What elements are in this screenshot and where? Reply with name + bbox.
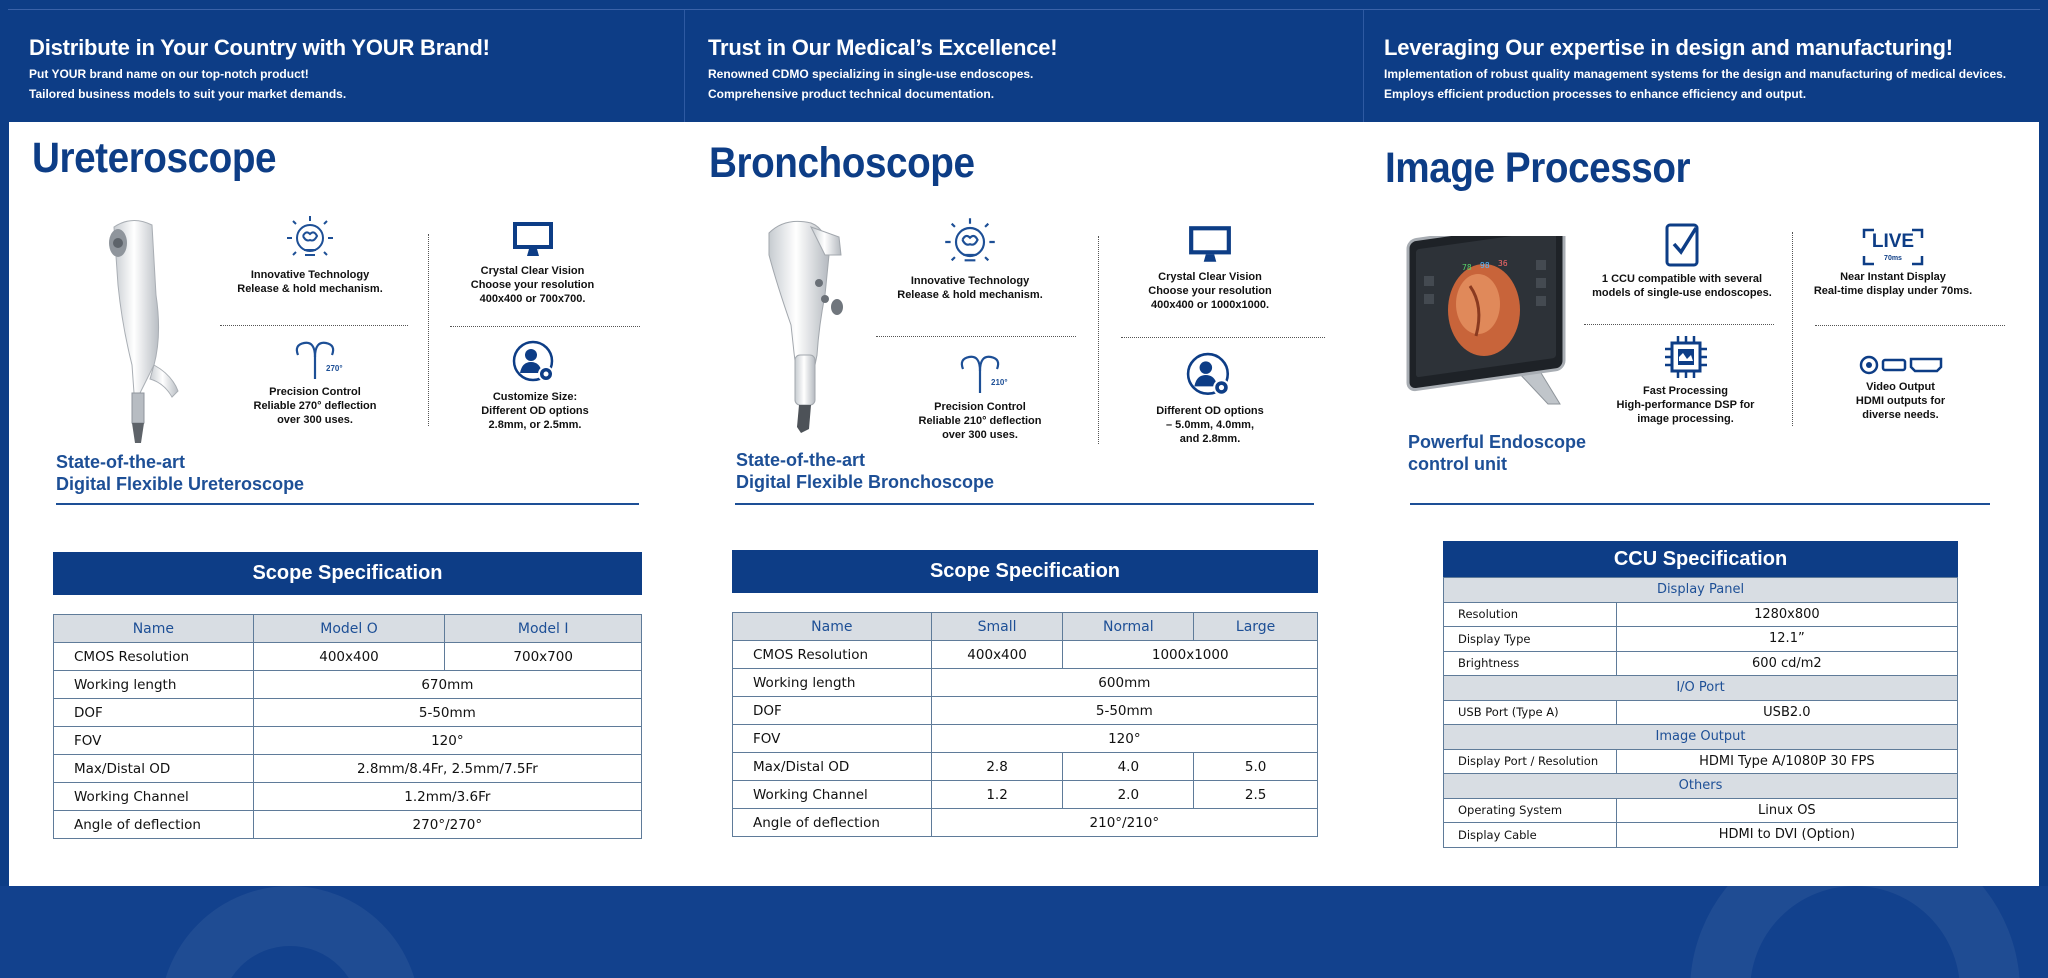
ureteroscope-spec-table [53,614,642,839]
banner-separator [684,10,685,122]
row-label: DOF [54,699,254,727]
table-row [54,811,642,839]
user-gear-icon [512,340,558,386]
decorative-arc [1690,886,2020,978]
feature-line: image processing. [1637,413,1734,425]
subtitle-line: Digital Flexible Ureteroscope [56,474,305,494]
table-cell: 210°/210° [931,809,1317,837]
row-label: FOV [54,727,254,755]
subtitle-line: Powerful Endoscope [1408,432,1587,452]
bottom-decorative-band [0,886,2048,978]
bronchoscope-spec-header: Scope Specification [732,550,1318,593]
table-row [733,781,1318,809]
table-row [54,699,642,727]
feature-line: 1 CCU compatible with several [1601,273,1763,285]
subtitle-line: control unit [1408,454,1507,474]
deflection-icon [951,350,1009,396]
feature-line: Reliable 210° deflection [918,415,1042,427]
screen-readout-1: 78 [1462,263,1472,272]
table-cell: HDMI to DVI (Option) [1616,823,1957,848]
ccu-spec-header: CCU Specification [1443,541,1958,577]
row-label: Resolution [1444,602,1617,627]
table-cell: 4.0 [1063,753,1194,781]
banner-col-brand [29,34,669,104]
table-row [54,643,642,671]
ureteroscope-spec-header: Scope Specification [53,552,642,595]
table-row [733,809,1318,837]
feature-line: over 300 uses. [942,429,1018,441]
row-label: Display Port / Resolution [1444,749,1617,774]
processor-chip-icon [1663,334,1709,380]
feature-line: models of single-use endoscopes. [1592,287,1772,299]
banner-col-trust [708,34,1348,104]
table-cell: 2.5 [1194,781,1318,809]
screen-readout-3: 36 [1498,259,1508,268]
column-header: Large [1194,613,1318,641]
row-label: DOF [733,697,932,725]
feature-line: Release & hold mechanism. [237,283,383,295]
table-cell: 600mm [931,669,1317,697]
feature-title: Crystal Clear Vision [1158,271,1262,283]
live-icon-sublabel: 70ms [1884,255,1902,262]
table-cell: 1.2mm/3.6Fr [253,783,641,811]
dotted-divider [876,336,1076,337]
image-processor-title: Image Processor [1385,144,1691,192]
live-icon-label: LIVE [1871,231,1915,252]
column-header: Model I [445,615,642,643]
table-header-row [733,613,1318,641]
user-gear-icon [1186,352,1234,400]
banner-title: Trust in Our Medical’s Excellence! [708,35,1058,60]
banner-line: Comprehensive product technical documentation. [708,87,995,101]
table-row [1444,798,1958,823]
table-cell: 670mm [253,671,641,699]
feature-line: 400x400 or 700x700. [479,293,586,305]
deflection-angle-label: 270° [326,364,343,373]
row-label: FOV [733,725,932,753]
subtitle-line: State-of-the-art [56,452,185,472]
ureteroscope-product-image [92,215,192,447]
table-row [1444,749,1958,774]
feature-od-options [1125,352,1295,446]
row-label: Working Channel [54,783,254,811]
feature-precision-control [225,337,405,427]
table-cell: USB2.0 [1616,700,1957,725]
table-row [733,641,1318,669]
brain-bulb-icon [942,214,998,270]
ccu-tablet-image [1398,236,1578,408]
row-label: Angle of deflection [733,809,932,837]
table-row [1444,700,1958,725]
table-cell: HDMI Type A/1080P 30 FPS [1616,749,1957,774]
hdmi-ports-icon [1859,354,1943,376]
row-label: Display Cable [1444,823,1617,848]
feature-line: Reliable 270° deflection [253,400,377,412]
table-row [733,725,1318,753]
table-group-row [1444,725,1958,750]
table-cell: 400x400 [931,641,1063,669]
bronchoscope-title: Bronchoscope [709,139,975,187]
table-cell: 400x400 [253,643,445,671]
column-header: Small [931,613,1063,641]
group-header: Image Output [1444,725,1958,750]
row-label: CMOS Resolution [54,643,254,671]
feature-innovative-technology [225,212,395,296]
checklist-icon [1664,222,1700,268]
table-row [1444,823,1958,848]
feature-line: HDMI outputs for [1855,395,1946,407]
feature-title: Customize Size: [492,391,578,403]
table-row [733,669,1318,697]
feature-precision-control [890,350,1070,442]
feature-title: Crystal Clear Vision [480,265,585,277]
decorative-arc [160,886,420,978]
row-label: Working Channel [733,781,932,809]
dotted-divider [1815,325,2005,326]
ureteroscope-title: Ureteroscope [32,134,277,182]
table-cell: 600 cd/m2 [1616,651,1957,676]
feature-line: 400x400 or 1000x1000. [1150,299,1270,311]
table-cell: 700x700 [445,643,642,671]
feature-line: Different OD options [1156,405,1264,417]
group-header: I/O Port [1444,676,1958,701]
table-cell: 5-50mm [253,699,641,727]
banner-line: Implementation of robust quality management systems for the design and manufacturing of medical devices. [1384,67,2007,81]
ccu-spec-table [1443,577,1958,848]
table-row [54,783,642,811]
table-cell: 120° [253,727,641,755]
table-cell: 1280x800 [1616,602,1957,627]
feature-innovative-technology [880,214,1060,302]
feature-line: 2.8mm, or 2.5mm. [488,419,582,431]
table-cell: Linux OS [1616,798,1957,823]
table-row [1444,602,1958,627]
image-processor-subtitle [1408,431,1586,475]
table-cell: 5-50mm [931,697,1317,725]
row-label: Display Type [1444,627,1617,652]
table-group-row [1444,578,1958,603]
column-header: Normal [1063,613,1194,641]
bronchoscope-product-image [755,215,855,440]
subtitle-line: State-of-the-art [736,450,865,470]
column-header: Name [54,615,254,643]
table-row [54,727,642,755]
section-rule [735,503,1314,505]
banner-separator [1363,10,1364,122]
feature-title: Fast Processing [1643,385,1728,397]
table-row [1444,627,1958,652]
deflection-angle-label: 210° [991,378,1008,387]
feature-near-instant-display [1808,228,1978,298]
subtitle-line: Digital Flexible Bronchoscope [736,472,995,492]
dotted-divider [1584,324,1774,325]
group-header: Others [1444,774,1958,799]
dotted-divider [450,326,640,327]
feature-fast-processing [1598,334,1773,426]
table-cell: 2.0 [1063,781,1194,809]
dotted-divider [428,234,429,426]
feature-line: diverse needs. [1862,409,1939,421]
feature-line: Release & hold mechanism. [897,289,1043,301]
row-label: Angle of deflection [54,811,254,839]
dotted-divider [1098,236,1099,444]
row-label: Max/Distal OD [733,753,932,781]
feature-line: High-performance DSP for [1616,399,1755,411]
table-group-row [1444,676,1958,701]
feature-line: Choose your resolution [470,279,595,291]
table-cell: 1000x1000 [1063,641,1318,669]
banner-title: Distribute in Your Country with YOUR Brand! [29,35,490,60]
column-header: Name [733,613,932,641]
dotted-divider [1792,232,1793,426]
group-header: Display Panel [1444,578,1958,603]
feature-ccu-compatible [1582,222,1782,300]
dotted-divider [1121,337,1325,338]
monitor-icon [1187,224,1233,266]
column-header: Model O [253,615,445,643]
feature-line: and 2.8mm. [1179,433,1241,445]
feature-title: Innovative Technology [250,269,370,281]
feature-line: Different OD options [481,405,589,417]
screen-readout-2: 98 [1480,261,1490,270]
table-cell: 2.8 [931,753,1063,781]
feature-line: Choose your resolution [1148,285,1272,297]
banner-line: Employs efficient production processes to enhance efficiency and output. [1384,87,1807,101]
feature-line: Real-time display under 70ms. [1813,285,1973,297]
table-cell: 1.2 [931,781,1063,809]
table-row [54,671,642,699]
table-row [54,755,642,783]
row-label: Working length [54,671,254,699]
table-group-row [1444,774,1958,799]
banner-line: Tailored business models to suit your market demands. [29,87,347,101]
table-cell: 12.1” [1616,627,1957,652]
feature-video-output [1818,354,1983,422]
feature-clear-vision [1125,224,1295,312]
table-row [1444,651,1958,676]
table-row [733,753,1318,781]
feature-clear-vision [445,220,620,306]
table-cell: 120° [931,725,1317,753]
table-header-row [54,615,642,643]
live-icon [1862,228,1924,266]
row-label: USB Port (Type A) [1444,700,1617,725]
top-banner [0,0,2048,122]
table-cell: 270°/270° [253,811,641,839]
section-rule [1410,503,1990,505]
table-cell: 5.0 [1194,753,1318,781]
banner-line: Renowned CDMO specializing in single-use endoscopes. [708,67,1034,81]
row-label: CMOS Resolution [733,641,932,669]
feature-title: Near Instant Display [1840,271,1946,283]
table-row [733,697,1318,725]
deflection-icon [286,337,344,381]
banner-line: Put YOUR brand name on our top-notch product! [29,67,309,81]
row-label: Brightness [1444,651,1617,676]
banner-col-expertise [1384,34,2044,104]
monitor-icon [511,220,555,260]
brain-bulb-icon [284,212,336,264]
row-label: Working length [733,669,932,697]
feature-line: over 300 uses. [277,414,353,426]
feature-title: Innovative Technology [910,275,1030,287]
dotted-divider [220,325,408,326]
banner-title: Leveraging Our expertise in design and manufacturing! [1384,35,1953,60]
feature-title: Precision Control [269,386,361,398]
bronchoscope-subtitle [736,449,994,493]
feature-title: Video Output [1866,381,1935,393]
row-label: Operating System [1444,798,1617,823]
section-rule [56,503,639,505]
ureteroscope-subtitle [56,451,304,495]
table-cell: 2.8mm/8.4Fr, 2.5mm/7.5Fr [253,755,641,783]
bronchoscope-spec-table [732,612,1318,837]
banner-divider-line [8,9,2040,10]
feature-customize-size [450,340,620,432]
feature-line: – 5.0mm, 4.0mm, [1165,419,1255,431]
row-label: Max/Distal OD [54,755,254,783]
feature-title: Precision Control [934,401,1026,413]
